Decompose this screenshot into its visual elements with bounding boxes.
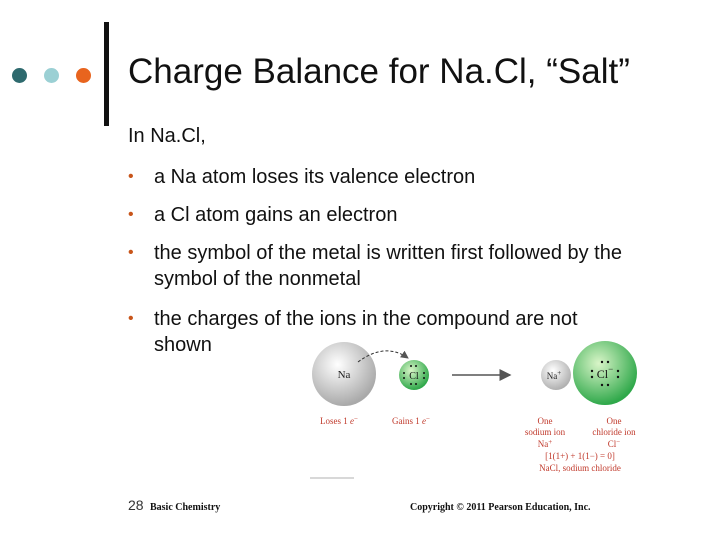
compound-name: NaCl, sodium chloride <box>539 463 621 473</box>
cl-formula <box>608 438 621 449</box>
bullet-icon: • <box>128 244 134 261</box>
gains-text: Gains 1 <box>392 416 420 426</box>
bullet-icon: • <box>128 206 134 223</box>
accent-dot-1 <box>12 68 27 83</box>
sodium-one-label: One <box>537 416 553 426</box>
loses-text: Loses 1 <box>320 416 348 426</box>
electron-dot <box>403 377 405 379</box>
electron-dot <box>601 384 603 386</box>
bullet-text: the symbol of the metal is written first followed by the symbol of the nonmetal <box>154 242 622 290</box>
electron-dot <box>607 384 609 386</box>
na-ion-symbol: Na <box>546 371 558 381</box>
cl-ion-charge: − <box>608 364 614 374</box>
slide-title: Charge Balance for Na.Cl, “Salt” <box>128 52 630 91</box>
bullet-item <box>128 202 688 228</box>
loses-electron-label <box>320 415 358 426</box>
chloride-ion-label: chloride ion <box>592 427 636 437</box>
electron-charge: − <box>354 415 358 423</box>
electron-dot <box>591 370 593 372</box>
electron-dot <box>617 376 619 378</box>
na-atom-label: Na <box>337 369 351 381</box>
electron-dot <box>415 383 417 385</box>
na-formula <box>538 438 553 449</box>
bullet-icon: • <box>128 310 134 327</box>
charge-sum: [1(1+) + 1(1−) = 0] <box>545 451 615 461</box>
bullet-text: a Na atom loses its valence electron <box>154 166 476 188</box>
cl-formula-symbol: Cl <box>607 439 617 449</box>
chloride-one-label: One <box>606 416 622 426</box>
electron-dot <box>415 365 417 367</box>
electron-dot <box>601 361 603 363</box>
accent-dot-2 <box>44 68 59 83</box>
electron-dot <box>423 377 425 379</box>
na-ion-charge: + <box>557 369 562 377</box>
bullet-text: the charges of the ions in the compound are not shown <box>154 308 578 356</box>
footer-copyright: Copyright © 2011 Pearson Education, Inc. <box>410 502 591 513</box>
electron-dot <box>607 361 609 363</box>
electron-symbol: e <box>422 416 426 426</box>
electron-symbol: e <box>350 416 354 426</box>
electron-dot <box>591 376 593 378</box>
electron-dot <box>410 365 412 367</box>
slide-number: 28 <box>128 497 144 513</box>
electron-dot <box>403 372 405 374</box>
accent-dot-3 <box>76 68 91 83</box>
title-divider <box>104 22 109 126</box>
gains-electron-label <box>392 415 430 426</box>
electron-dot <box>617 370 619 372</box>
electron-dot <box>423 372 425 374</box>
sodium-ion-label: sodium ion <box>524 427 566 437</box>
electron-dot <box>410 383 412 385</box>
nacl-ion-formation-figure <box>300 330 660 490</box>
intro-text: In Na.Cl, <box>128 125 206 147</box>
bullet-item <box>128 240 648 292</box>
cl-ion-symbol: Cl <box>596 367 609 381</box>
cl-atom-label: Cl <box>409 371 419 382</box>
bullet-text: a Cl atom gains an electron <box>154 204 398 226</box>
cl-formula-charge: − <box>616 438 621 446</box>
na-formula-symbol: Na <box>537 439 549 449</box>
bullet-icon: • <box>128 168 134 185</box>
bullet-item <box>128 164 688 190</box>
electron-charge: − <box>426 415 430 423</box>
na-formula-charge: + <box>548 438 553 446</box>
footer-course: Basic Chemistry <box>150 502 221 513</box>
